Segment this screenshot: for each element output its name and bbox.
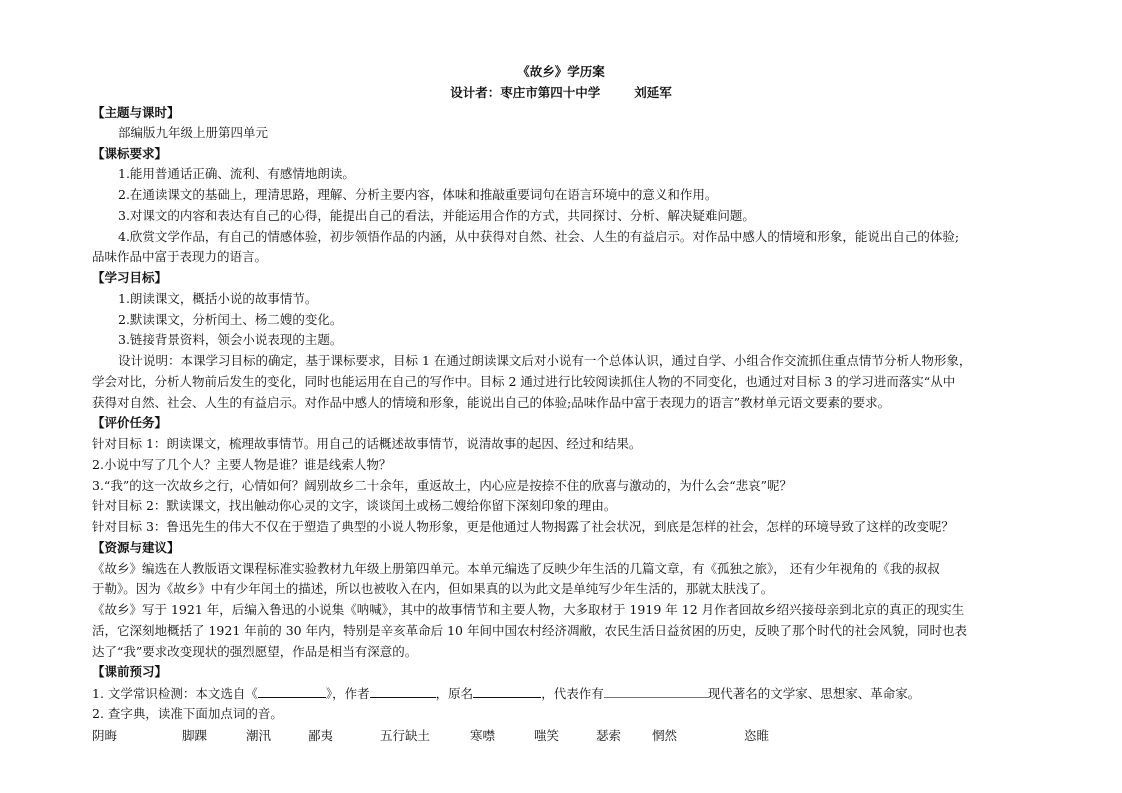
heading-theme: 【主题与课时】 [92,105,180,120]
q1-text-e: 现代著名的文学家、思想家、革命家。 [707,686,921,701]
heading-goals: 【学习目标】 [92,270,168,285]
preview-question-1 [92,685,920,702]
theme-line: 部编版九年级上册第四单元 [118,125,269,140]
vocab-word: 惘然 [652,728,678,743]
designer-line [0,85,1122,101]
resources-line: 于勒》。因为《故乡》中有少年闰土的描述，所以也被收入在内，但如果真的以为此文是单纯写少年生活的，那就太肤浅了。 [92,581,774,596]
vocab-word: 寒噤 [470,728,496,743]
preview-question-2: 2. 查字典，读准下面加点词的音。 [92,706,283,721]
heading-tasks: 【评价任务】 [92,415,168,430]
standards-line: 1.能用普通话正确、流利、有感情地朗读。 [118,166,355,181]
standards-line: 4.欣赏文学作品，有自己的情感体验，初步领悟作品的内涵，从中获得对自然、社会、人生的有益启示。对作品中感人的情境和形象，能说出自己的体验; [118,229,960,244]
q1-text-d: ，代表作有 [541,686,604,701]
goals-line: 3.链接背景资料，领会小说表现的主题。 [118,332,343,347]
vocab-word: 鄙夷 [308,728,334,743]
vocab-word: 嗤笑 [534,728,560,743]
designer-prefix: 设计者：枣庄市第四十中学 [450,85,601,100]
q1-text-a: 1. 文学常识检测：本文选自《 [92,686,258,701]
goals-line: 获得对自然、社会、人生的有益启示。对作品中感人的情境和形象，能说出自己的体验;品味作品中富于表现力的语言”教材单元语文要素的要求。 [92,395,891,410]
blank-representative-work[interactable] [604,685,708,698]
tasks-line: 3.“我”的这一次故乡之行，心情如何？阔别故乡二十余年，重返故土，内心应是按捺不住的欣喜与激动的，为什么会“悲哀”呢？ [92,478,792,493]
goals-line: 2.默读课文，分析闰土、杨二嫂的变化。 [118,312,343,327]
q1-text-b: 》，作者 [325,686,370,701]
designer-name: 刘延军 [634,85,672,100]
resources-line: 活，它深刻地概括了 1921 年前的 30 年内，特别是辛亥革命后 10 年间中国农村经济凋敝，农民生活日益贫困的历史，反映了那个时代的社会风貌，同时也表 [92,623,967,638]
vocab-word: 瑟索 [596,728,622,743]
standards-line: 品味作品中富于表现力的语言。 [92,249,268,264]
blank-author[interactable] [370,685,436,698]
resources-line: 达了“我”要求改变现状的强烈愿望，作品是相当有深意的。 [92,644,418,659]
vocab-word: 脚踝 [182,728,208,743]
document-title: 《故乡》学历案 [517,64,605,79]
standards-line: 3.对课文的内容和表达有自己的心得，能提出自己的看法，并能运用合作的方式，共同探讨、分析、解决疑难问题。 [118,208,755,223]
blank-source-book[interactable] [258,685,326,698]
goals-line: 1.朗读课文，概括小说的故事情节。 [118,291,318,306]
vocab-word: 潮汛 [246,728,272,743]
tasks-line: 针对目标 2：默读课文，找出触动你心灵的文字，谈谈闰土或杨二嫂给你留下深刻印象的理由。 [92,498,617,513]
heading-resources: 【资源与建议】 [92,540,180,555]
heading-preview: 【课前预习】 [92,664,168,679]
heading-standards: 【课标要求】 [92,146,168,161]
vocab-word: 阴晦 [92,728,118,743]
tasks-line: 2.小说中写了几个人？主要人物是谁？谁是线索人物？ [92,457,392,472]
tasks-line: 针对目标 3：鲁迅先生的伟大不仅在于塑造了典型的小说人物形象，更是他通过人物揭露了社会状况，到底是怎样的社会，怎样的环境导致了这样的改变呢？ [92,519,954,534]
tasks-line: 针对目标 1：朗读课文，梳理故事情节。用自己的话概述故事情节，说清故事的起因、经过和结果。 [92,436,642,451]
resources-line: 《故乡》写于 1921 年，后编入鲁迅的小说集《呐喊》，其中的故事情节和主要人物，大多取材于 1919 年 12 月作者回故乡绍兴接母亲到北京的真正的现实生 [92,602,965,617]
resources-line: 《故乡》编选在人教版语文课程标准实验教材九年级上册第四单元。本单元编选了反映少年生活的几篇文章，有《孤独之旅》， 还有少年视角的《我的叔叔 [92,561,940,576]
blank-original-name[interactable] [473,685,541,698]
q1-text-c: ，原名 [435,686,474,701]
standards-line: 2.在通读课文的基础上，理清思路，理解、分析主要内容，体味和推敲重要词句在语言环境中的意义和作用。 [118,187,718,202]
vocab-word: 五行缺土 [380,728,431,743]
vocab-word: 恣睢 [744,728,770,743]
goals-line: 设计说明：本课学习目标的确定，基于课标要求，目标 1 在通过朗读课文后对小说有一个总体认识，通过自学、小组合作交流抓住重点情节分析人物形象， [118,353,972,368]
goals-line: 学会对比，分析人物前后发生的变化，同时也能运用在自己的写作中。目标 2 通过进行比较阅读抓住人物的不同变化，也通过对目标 3 的学习进而落实“从中 [92,374,956,389]
